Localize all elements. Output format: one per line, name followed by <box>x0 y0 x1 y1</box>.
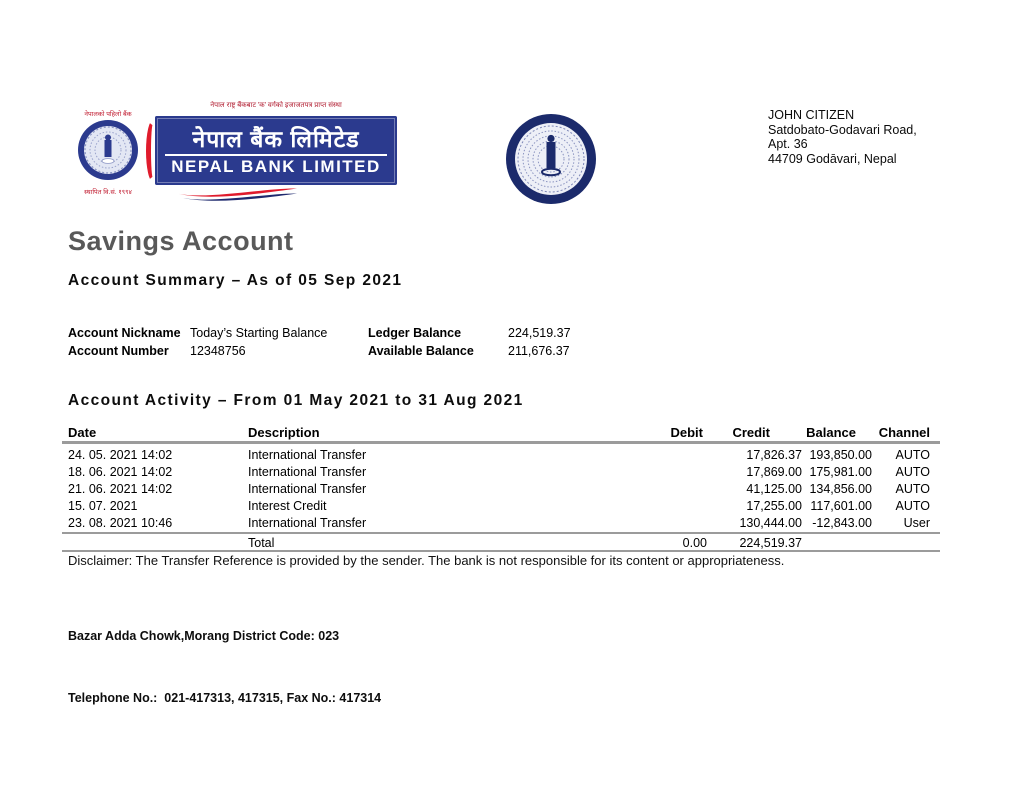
bank-name-english: NEPAL BANK LIMITED <box>171 156 381 176</box>
cell-date: 24. 05. 2021 14:02 <box>68 448 173 462</box>
logo-divider <box>165 154 387 156</box>
column-header-debit: Debit <box>670 425 703 440</box>
cell-debit <box>530 481 707 498</box>
cell-balance: 134,856.00 <box>809 482 872 496</box>
table-row <box>62 444 940 464</box>
cell-channel <box>872 534 940 550</box>
cell-balance: -12,843.00 <box>812 516 872 530</box>
account-number-value: 12348756 <box>190 344 246 358</box>
column-header-credit: Credit <box>732 425 770 440</box>
recipient-address-block <box>768 108 917 166</box>
cell-channel: AUTO <box>895 499 930 513</box>
cell-date: 21. 06. 2021 14:02 <box>68 482 173 496</box>
column-header-date: Date <box>68 425 97 440</box>
license-tagline: नेपाल राष्ट्र बैंकबाट 'क' वर्गको इजाजतपत्र प्राप्त संस्था <box>210 102 342 109</box>
cell-date: 18. 06. 2021 14:02 <box>68 465 173 479</box>
summary-row <box>68 342 571 360</box>
cell-description: International Transfer <box>248 448 367 462</box>
cell-channel: AUTO <box>895 465 930 479</box>
seal-top-text: नेपालको पहिलो बैंक <box>84 111 132 118</box>
column-header-channel: Channel <box>878 425 930 440</box>
cell-description: Interest Credit <box>248 499 327 513</box>
total-credit: 224,519.37 <box>739 536 802 550</box>
nepal-bank-emblem-icon <box>505 113 597 205</box>
cell-balance: 117,601.00 <box>810 499 872 513</box>
bank-name-plate <box>155 116 397 185</box>
account-summary <box>68 324 571 360</box>
recipient-address-line1: Satdobato-Godavari Road, <box>768 122 917 137</box>
cell-debit <box>530 498 707 515</box>
seal-bottom-text: स्थापित वि.सं. १९९४ <box>84 189 132 196</box>
cell-description: International Transfer <box>248 465 367 479</box>
account-nickname-label: Account Nickname <box>68 326 181 340</box>
page-title: Savings Account <box>68 226 294 256</box>
branch-address-line: Bazar Adda Chowk,Morang District Code: 023 <box>68 629 340 643</box>
cell-channel: AUTO <box>895 482 930 496</box>
recipient-address-line2: Apt. 36 <box>768 137 808 152</box>
branch-phone-line: Telephone No.: 021-417313, 417315, Fax No.: 417314 <box>68 690 382 705</box>
table-row <box>62 498 940 515</box>
bank-name-devanagari: नेपाल बैंक लिमिटेड <box>192 125 360 152</box>
cell-description: International Transfer <box>248 516 367 530</box>
logo-swoosh-icon <box>175 187 299 203</box>
cell-credit: 17,255.00 <box>746 499 802 513</box>
account-nickname-value: Today’s Starting Balance <box>190 326 328 340</box>
available-balance-label: Available Balance <box>368 344 474 358</box>
nepal-bank-logo <box>68 101 398 205</box>
cell-date <box>62 534 248 550</box>
branch-footer <box>68 585 381 729</box>
table-row <box>62 515 940 532</box>
cell-balance <box>802 534 872 550</box>
cell-date: 15. 07. 2021 <box>68 499 138 513</box>
account-number-label: Account Number <box>68 344 169 358</box>
cell-description: International Transfer <box>248 482 367 496</box>
cell-balance: 175,981.00 <box>809 465 872 479</box>
total-label: Total <box>248 536 275 550</box>
table-total-row <box>62 532 940 552</box>
account-summary-heading: Account Summary – As of 05 Sep 2021 <box>68 272 403 289</box>
column-header-balance: Balance <box>806 425 856 440</box>
cell-channel: User <box>903 516 930 530</box>
table-header-row <box>62 424 940 444</box>
cell-credit: 130,444.00 <box>739 516 802 530</box>
cell-credit: 17,826.37 <box>746 448 802 462</box>
cell-balance: 193,850.00 <box>809 448 872 462</box>
table-row <box>62 481 940 498</box>
cell-credit: 17,869.00 <box>746 465 802 479</box>
recipient-name: JOHN CITIZEN <box>768 108 855 122</box>
table-row <box>62 464 940 481</box>
cell-date: 23. 08. 2021 10:46 <box>68 516 173 530</box>
table-body <box>62 444 940 532</box>
bank-seal-icon <box>77 119 139 181</box>
account-activity-heading: Account Activity – From 01 May 2021 to 31 Aug 2021 <box>68 392 524 409</box>
cell-debit <box>530 447 707 464</box>
cell-credit: 41,125.00 <box>746 482 802 496</box>
cell-channel: AUTO <box>895 448 930 462</box>
total-debit: 0.00 <box>682 536 707 550</box>
column-header-description: Description <box>248 425 320 440</box>
available-balance-value: 211,676.37 <box>508 344 570 358</box>
ledger-balance-value: 224,519.37 <box>508 326 571 340</box>
cell-debit <box>530 515 707 532</box>
cell-debit <box>530 464 707 481</box>
disclaimer-text: Disclaimer: The Transfer Reference is provided by the sender. The bank is not responsible for its content or appropriateness. <box>68 553 785 568</box>
recipient-address-line3: 44709 Godāvari, Nepal <box>768 151 897 166</box>
ledger-balance-label: Ledger Balance <box>368 326 462 340</box>
account-activity-table <box>62 424 940 552</box>
summary-row <box>68 324 571 342</box>
